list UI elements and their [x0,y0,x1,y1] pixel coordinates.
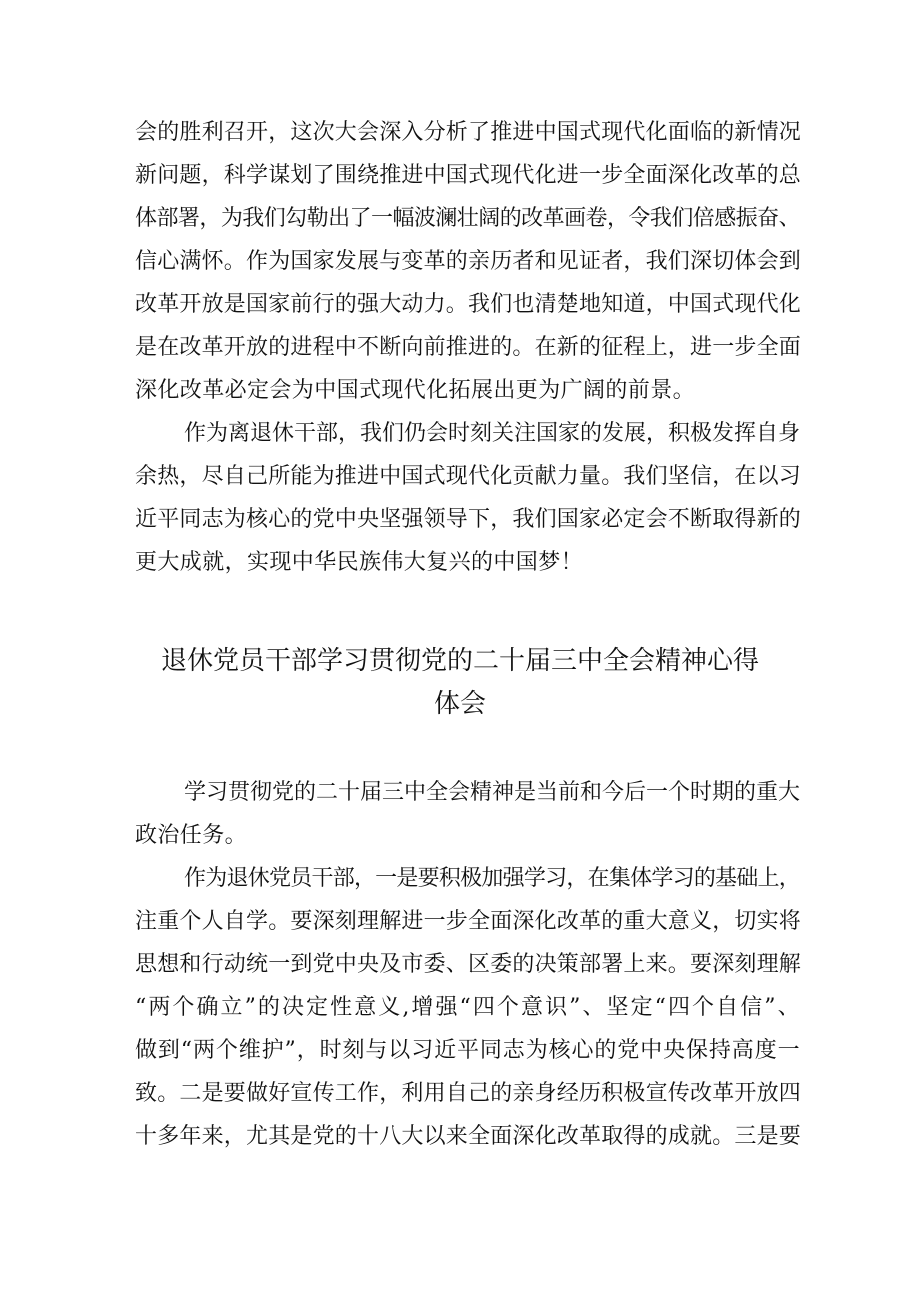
article-title: 退休党员干部学习贯彻党的二十届三中全会精神心得 [160,646,759,676]
body-line: 政治任务。 [135,823,248,848]
body-line: 深化改革必定会为中国式现代化拓展出更为广阔的前景。 [135,378,696,403]
article-title-continued: 体会 [433,689,486,719]
body-line: 信心满怀。作为国家发展与变革的亲历者和见证者，我们深切体会到 [135,249,802,274]
body-line: 改革开放是国家前行的强大动力。我们也清楚地知道，中国式现代化 [135,292,802,317]
body-line: 更大成就，实现中华民族伟大复兴的中国梦！ [135,550,584,575]
body-line: 思想和行动统一到党中央及市委、区委的决策部署上来。要深刻理解 [135,952,802,977]
body-line: 新问题，科学谋划了围绕推进中国式现代化进一步全面深化改革的总 [135,163,802,188]
body-line: 会的胜利召开，这次大会深入分析了推进中国式现代化面临的新情况 [135,120,802,145]
body-line: 注重个人自学。要深刻理解进一步全面深化改革的重大意义，切实将 [135,909,802,934]
body-line: 近平同志为核心的党中央坚强领导下，我们国家必定会不断取得新的 [135,507,802,532]
body-line: 做到“两个维护”，时刻与以习近平同志为核心的党中央保持高度一 [135,1038,800,1063]
body-line: 学习贯彻党的二十届三中全会精神是当前和今后一个时期的重大 [184,780,801,805]
body-line: 致。二是要做好宣传工作，利用自己的亲身经历积极宣传改革开放四 [135,1081,802,1106]
body-line: 作为退休党员干部，一是要积极加强学习，在集体学习的基础上， [184,866,800,891]
body-line: 余热，尽自己所能为推进中国式现代化贡献力量。我们坚信，在以习 [135,464,802,489]
body-line: “两个确立”的决定性意义,增强“四个意识”、坚定“四个自信”、 [135,995,800,1020]
body-line: 十多年来，尤其是党的十八大以来全面深化改革取得的成就。三是要 [135,1124,802,1149]
body-line: 是在改革开放的进程中不断向前推进的。在新的征程上，进一步全面 [135,335,802,360]
body-line: 作为离退休干部，我们仍会时刻关注国家的发展，积极发挥自身 [184,421,801,446]
body-line: 体部署，为我们勾勒出了一幅波澜壮阔的改革画卷，令我们倍感振奋、 [135,206,800,231]
